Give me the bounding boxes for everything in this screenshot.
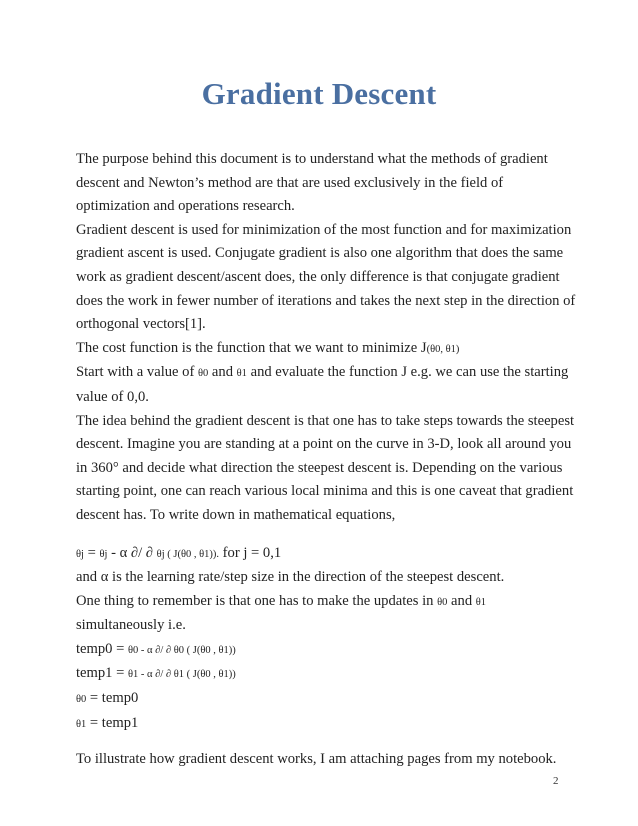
temp1-equation: [76, 662, 576, 687]
assign-theta0-var: θ0: [76, 694, 87, 706]
assign-theta0-value: = temp0: [86, 690, 139, 707]
page-number: 2: [553, 775, 559, 787]
equation-lhs: θj: [76, 548, 84, 560]
updates-theta1: θ1: [475, 596, 487, 608]
spacer: [76, 736, 576, 748]
updates-paragraph: [76, 590, 576, 638]
equation-rhs-theta: θj: [99, 548, 108, 560]
start-paragraph: [76, 361, 576, 409]
spacer: [76, 528, 576, 542]
document-body: [76, 148, 576, 772]
temp0-expression: θ0 - α ∂/ ∂ θ0 ( J(θ0 , θ1)): [128, 644, 236, 656]
start-text-1: Start with a value of: [76, 364, 198, 381]
start-text-3: and evaluate the function J e.g. we can use the starting value of 0,0.: [76, 364, 569, 405]
closing-paragraph: To illustrate how gradient descent works, I am attaching pages from my notebook.: [76, 751, 557, 768]
temp0-equation: [76, 638, 576, 663]
start-text-2: and: [208, 364, 237, 381]
equation-operator: - α ∂/ ∂: [107, 544, 157, 561]
cost-function-text: The cost function is the function that we want to minimize J: [76, 339, 427, 356]
alpha-line: and α is the learning rate/step size in the direction of the steepest descent.: [76, 569, 505, 586]
assign-theta1: [76, 712, 576, 737]
cost-function-line: [76, 337, 576, 362]
cost-function-args: (θ0, θ1): [426, 343, 460, 355]
temp1-expression: θ1 - α ∂/ ∂ θ1 ( J(θ0 , θ1)): [128, 669, 236, 681]
intro-paragraph: The purpose behind this document is to understand what the methods of gradient descent and Newton’s method are that are used exclusively in the field of optimization and operations research.: [76, 151, 548, 215]
updates-theta0: θ0: [437, 596, 448, 608]
update-equation: θj = θj - α ∂/ ∂ θj ( J(θ0 , θ1)). for j = 0,1: [76, 544, 282, 561]
temp0-label: temp0 =: [76, 640, 129, 657]
theta0-symbol: θ0: [198, 368, 209, 380]
equation-range: for j = 0,1: [219, 544, 282, 561]
theta1-symbol: θ1: [236, 368, 247, 380]
updates-text-1: One thing to remember is that one has to make the updates in: [76, 592, 438, 609]
equation-derivative: θj ( J(θ0 , θ1)).: [156, 548, 220, 560]
updates-text-3: simultaneously i.e.: [76, 617, 186, 634]
page-title: Gradient Descent: [201, 76, 437, 111]
updates-text-2: and: [447, 592, 476, 609]
temp1-label: temp1 =: [76, 665, 129, 682]
gradient-paragraph: Gradient descent is used for minimization of the most function and for maximization gradient ascent is used. Conjugate gradient is also one algorithm that does the same work as gradient descent/ascent does, the only difference is that conjugate gradient does the work in fewer number of iterations and takes the next step in the direction of orthogonal vectors[1].: [76, 221, 576, 333]
idea-paragraph: The idea behind the gradient descent is that one has to take steps towards the steepest descent. Imagine you are standing at a point on the curve in 3-D, look all around you in 360° and decide what direction the steepest descent is. Depending on the various starting point, one can reach various local minima and this is one caveat that gradient descent has. To write down in mathematical equations,: [76, 412, 575, 523]
assign-theta1-var: θ1: [76, 718, 87, 730]
assign-theta0: [76, 687, 576, 712]
assign-theta1-value: = temp1: [86, 714, 139, 731]
